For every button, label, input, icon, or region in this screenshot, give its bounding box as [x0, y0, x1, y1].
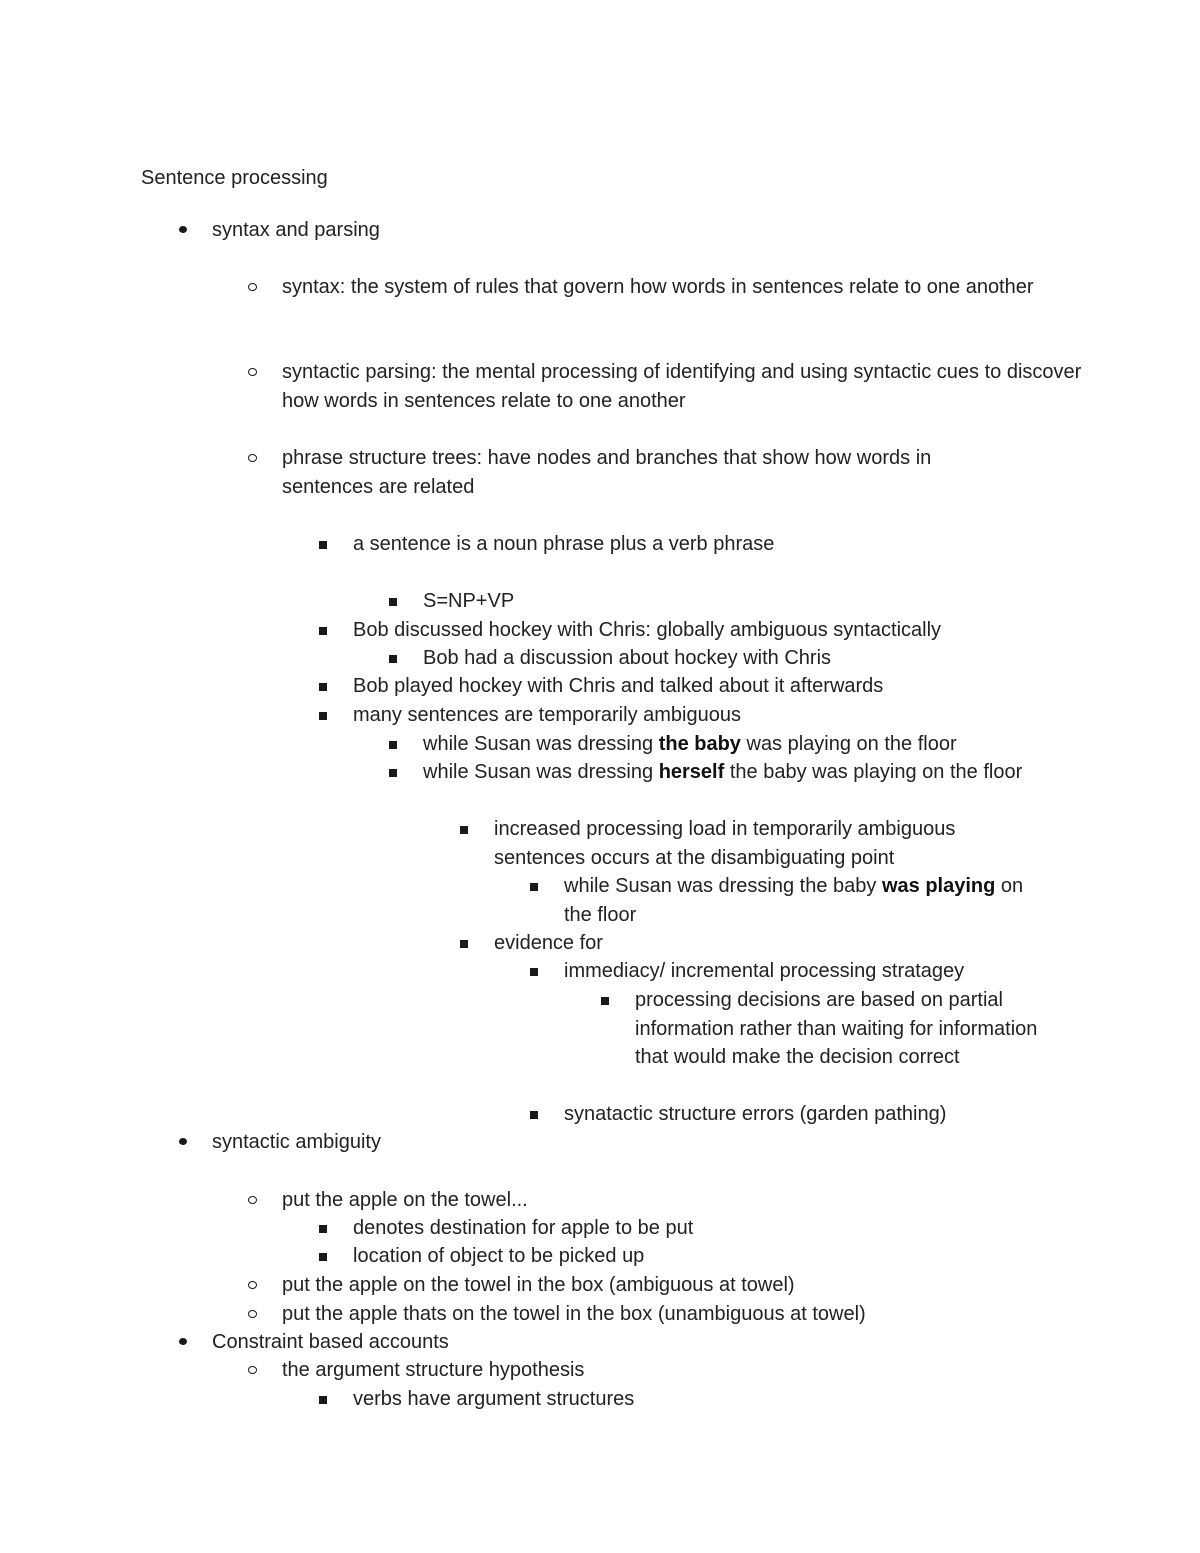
- item-text: denotes destination for apple to be put: [353, 1217, 694, 1239]
- square-bullet-icon: [317, 1214, 333, 1242]
- square-bullet-icon: [317, 530, 333, 558]
- square-bullet-icon: [317, 701, 333, 729]
- list-item: [212, 216, 1112, 245]
- square-bullet-icon: [458, 815, 474, 843]
- list-item: [494, 929, 1004, 958]
- square-bullet-icon: [387, 644, 403, 672]
- list-item: [423, 587, 1023, 616]
- filled-circle-bullet-icon: [176, 1128, 192, 1156]
- item-text: synatactic structure errors (garden pathing): [564, 1103, 947, 1125]
- item-text: the baby was playing on the floor: [724, 761, 1023, 783]
- item-text: put the apple on the towel...: [282, 1189, 528, 1211]
- item-text: evidence for: [494, 932, 603, 954]
- item-text: while Susan was dressing: [423, 761, 659, 783]
- hollow-circle-bullet-icon: [246, 444, 262, 472]
- item-text: Bob played hockey with Chris and talked about it afterwards: [353, 675, 884, 697]
- square-bullet-icon: [317, 1385, 333, 1413]
- list-item: [423, 644, 1023, 673]
- square-bullet-icon: [599, 986, 615, 1014]
- item-text: location of object to be picked up: [353, 1245, 645, 1267]
- square-bullet-icon: [458, 929, 474, 957]
- square-bullet-icon: [387, 730, 403, 758]
- item-text: put the apple thats on the towel in the box (unambiguous at towel): [282, 1303, 866, 1325]
- item-text: while Susan was dressing: [423, 733, 659, 755]
- square-bullet-icon: [528, 872, 544, 900]
- list-item: [564, 957, 1044, 986]
- list-item: [282, 1186, 1082, 1215]
- square-bullet-icon: [387, 587, 403, 615]
- hollow-circle-bullet-icon: [246, 1356, 262, 1384]
- list-item: [635, 986, 1040, 1072]
- list-item: [353, 1385, 1053, 1414]
- list-item: [282, 1356, 1082, 1385]
- hollow-circle-bullet-icon: [246, 358, 262, 386]
- list-item: [494, 815, 1004, 872]
- bold-emphasis: herself: [658, 761, 725, 783]
- item-text: verbs have argument structures: [353, 1388, 635, 1410]
- square-bullet-icon: [528, 1100, 544, 1128]
- square-bullet-icon: [317, 616, 333, 644]
- list-item: [282, 1300, 1082, 1329]
- item-text: while Susan was dressing the baby: [564, 875, 882, 897]
- item-text: syntactic ambiguity: [212, 1131, 381, 1153]
- square-bullet-icon: [317, 1242, 333, 1270]
- square-bullet-icon: [317, 672, 333, 700]
- list-item: [353, 1214, 1053, 1243]
- item-text: S=NP+VP: [423, 590, 515, 612]
- list-item: [212, 1128, 1112, 1157]
- list-item: [353, 530, 1053, 559]
- list-item: [282, 358, 1082, 415]
- hollow-circle-bullet-icon: [246, 1186, 262, 1214]
- list-item: [282, 444, 1002, 501]
- square-bullet-icon: [387, 758, 403, 786]
- item-text: Constraint based accounts: [212, 1331, 449, 1353]
- item-text: increased processing load in temporarily ambiguous sentences occurs at the disambiguating point: [494, 818, 956, 869]
- item-text: syntax and parsing: [212, 219, 380, 241]
- list-item: [353, 672, 1053, 701]
- bold-emphasis: the baby: [658, 733, 741, 755]
- list-item: [282, 1271, 1082, 1300]
- filled-circle-bullet-icon: [176, 216, 192, 244]
- item-text: on the floor: [564, 875, 1024, 926]
- list-item: [353, 1242, 1053, 1271]
- item-text: phrase structure trees: have nodes and branches that show how words in sentences are related: [282, 447, 932, 498]
- square-bullet-icon: [528, 957, 544, 985]
- hollow-circle-bullet-icon: [246, 1271, 262, 1299]
- list-item: [282, 273, 1082, 302]
- item-text: a sentence is a noun phrase plus a verb phrase: [353, 533, 775, 555]
- filled-circle-bullet-icon: [176, 1328, 192, 1356]
- list-item: [212, 1328, 1112, 1357]
- list-item: [564, 872, 1044, 929]
- item-text: immediacy/ incremental processing stratagey: [564, 960, 965, 982]
- item-text: the argument structure hypothesis: [282, 1359, 585, 1381]
- bold-emphasis: was playing: [881, 875, 996, 897]
- hollow-circle-bullet-icon: [246, 273, 262, 301]
- item-text: Bob discussed hockey with Chris: globally ambiguous syntactically: [353, 619, 942, 641]
- item-text: put the apple on the towel in the box (ambiguous at towel): [282, 1274, 795, 1296]
- item-text: Bob had a discussion about hockey with Chris: [423, 647, 832, 669]
- list-item: [564, 1100, 1044, 1129]
- page-title: Sentence processing: [141, 167, 328, 189]
- item-text: processing decisions are based on partial information rather than waiting for information that would make the decision correct: [635, 989, 1038, 1068]
- item-text: was playing on the floor: [740, 733, 957, 755]
- list-item: [353, 616, 1053, 645]
- list-item: [423, 730, 1023, 759]
- hollow-circle-bullet-icon: [246, 1300, 262, 1328]
- list-item: [423, 758, 1023, 787]
- item-text: syntax: the system of rules that govern how words in sentences relate to one another: [282, 276, 1034, 298]
- item-text: syntactic parsing: the mental processing of identifying and using syntactic cues to discover how words in sentences relate to one another: [282, 361, 1082, 412]
- item-text: many sentences are temporarily ambiguous: [353, 704, 741, 726]
- list-item: [353, 701, 1053, 730]
